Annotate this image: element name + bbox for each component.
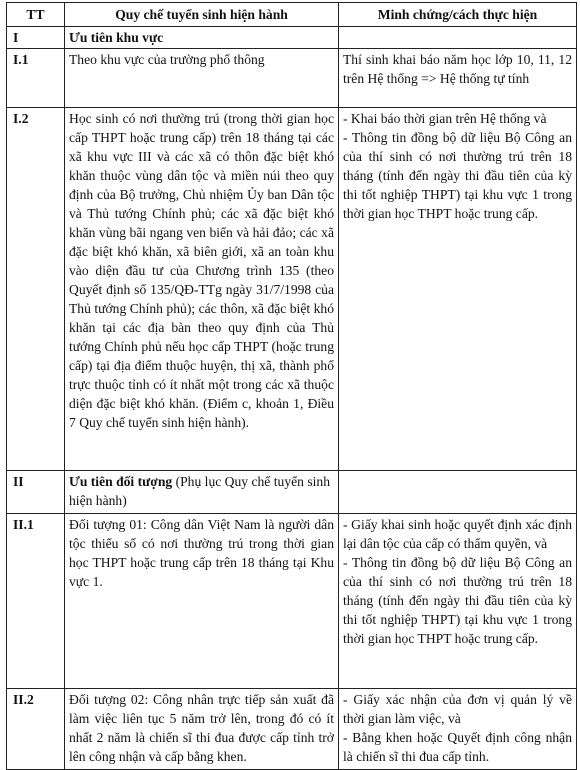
evidence-item: - Giấy khai sinh hoặc quyết định xác định lại dân tộc của cấp có thẩm quyền, và [343,517,572,551]
header-evidence: Minh chứng/cách thực hiện [339,3,577,27]
table-row [7,27,577,49]
row-evidence [339,108,577,471]
table-row [7,471,577,514]
evidence-item: - Khai báo thời gian trên Hệ thống và [343,111,547,126]
row-evidence [339,689,577,770]
row-rule: Theo khu vực của trường phổ thông [65,49,339,108]
row-rule: Học sinh có nơi thường trú (trong thời gian học cấp THPT hoặc trung cấp) trên 18 tháng tại các xã khu vực III và các xã có thôn đặc biệt khó khăn thuộc vùng dân tộc và miền núi theo quy định của Bộ trưởng, Chủ nhiệm Ủy ban Dân tộc và Thủ tướng Chính phủ; các xã đặc biệt khó khăn vùng bãi ngang ven biển và hải đảo; các xã đặc biệt khó khăn, xã biên giới, xã an toàn khu vào diện đầu tư của Chương trình 135 (theo Quyết định số 135/QĐ-TTg ngày 31/7/1998 của Thủ tướng Chính phủ); các thôn, xã đặc biệt khó khăn tại các địa bàn theo quy định của Thủ tướng Chính phủ nếu học cấp THPT (hoặc trung cấp) tại địa điểm thuộc huyện, thị xã, thành phố trực thuộc tỉnh có ít nhất một trong các xã thuộc diện đặc biệt khó khăn. (Điểm c, khoản 1, Điều 7 Quy chế tuyển sinh hiện hành). [65,108,339,471]
evidence-item: - Giấy xác nhận của đơn vị quản lý về thời gian làm việc, và [343,692,572,726]
row-evidence [339,471,577,514]
table-header-row [7,3,577,27]
row-evidence [339,514,577,689]
row-evidence [339,27,577,49]
evidence-item: - Thông tin đồng bộ dữ liệu Bộ Công an của thí sinh có nơi thường trú trên 18 tháng (tính đến ngày thi đầu tiên của kỳ thi tốt nghiệp THPT) tại khu vực 1 trong thời gian học THPT hoặc trung cấp. [343,130,572,221]
row-number: II.2 [7,689,65,770]
rule-heading-note: (Phụ lục Quy chế tuyển sinh hiện hành) [69,474,331,508]
header-rule: Quy chế tuyển sinh hiện hành [65,3,339,27]
row-number: I.2 [7,108,65,471]
header-tt: TT [7,3,65,27]
admission-priority-table [6,2,577,770]
row-evidence: Thí sinh khai báo năm học lớp 10, 11, 12 trên Hệ thống => Hệ thống tự tính [339,49,577,108]
row-number: II.1 [7,514,65,689]
row-rule [65,471,339,514]
table-row [7,689,577,770]
row-rule: Đối tượng 02: Công nhân trực tiếp sản xuất đã làm việc liên tục 5 năm trở lên, trong đó có ít nhất 2 năm là chiến sĩ thi đua được cấp tỉnh trở lên công nhận và cấp bằng khen. [65,689,339,770]
row-number: I.1 [7,49,65,108]
evidence-item: - Thông tin đồng bộ dữ liệu Bộ Công an của thí sinh có nơi thường trú trên 18 tháng (tính đến ngày thi đầu tiên của kỳ thi tốt nghiệp THPT) tại khu vực 1 trong thời gian học THPT hoặc trung cấp. [343,555,572,646]
evidence-item: - Bằng khen hoặc Quyết định công nhận là chiến sĩ thi đua cấp tỉnh. [343,730,572,764]
table-row [7,514,577,689]
table-row [7,108,577,471]
rule-heading: Ưu tiên đối tượng [69,474,173,489]
row-rule: Ưu tiên khu vực [65,27,339,49]
row-number: II [7,471,65,514]
row-rule: Đối tượng 01: Công dân Việt Nam là người dân tộc thiểu số có nơi thường trú trong thời gian học THPT hoặc trung cấp trên 18 tháng tại Khu vực 1. [65,514,339,689]
table-row [7,49,577,108]
row-number: I [7,27,65,49]
